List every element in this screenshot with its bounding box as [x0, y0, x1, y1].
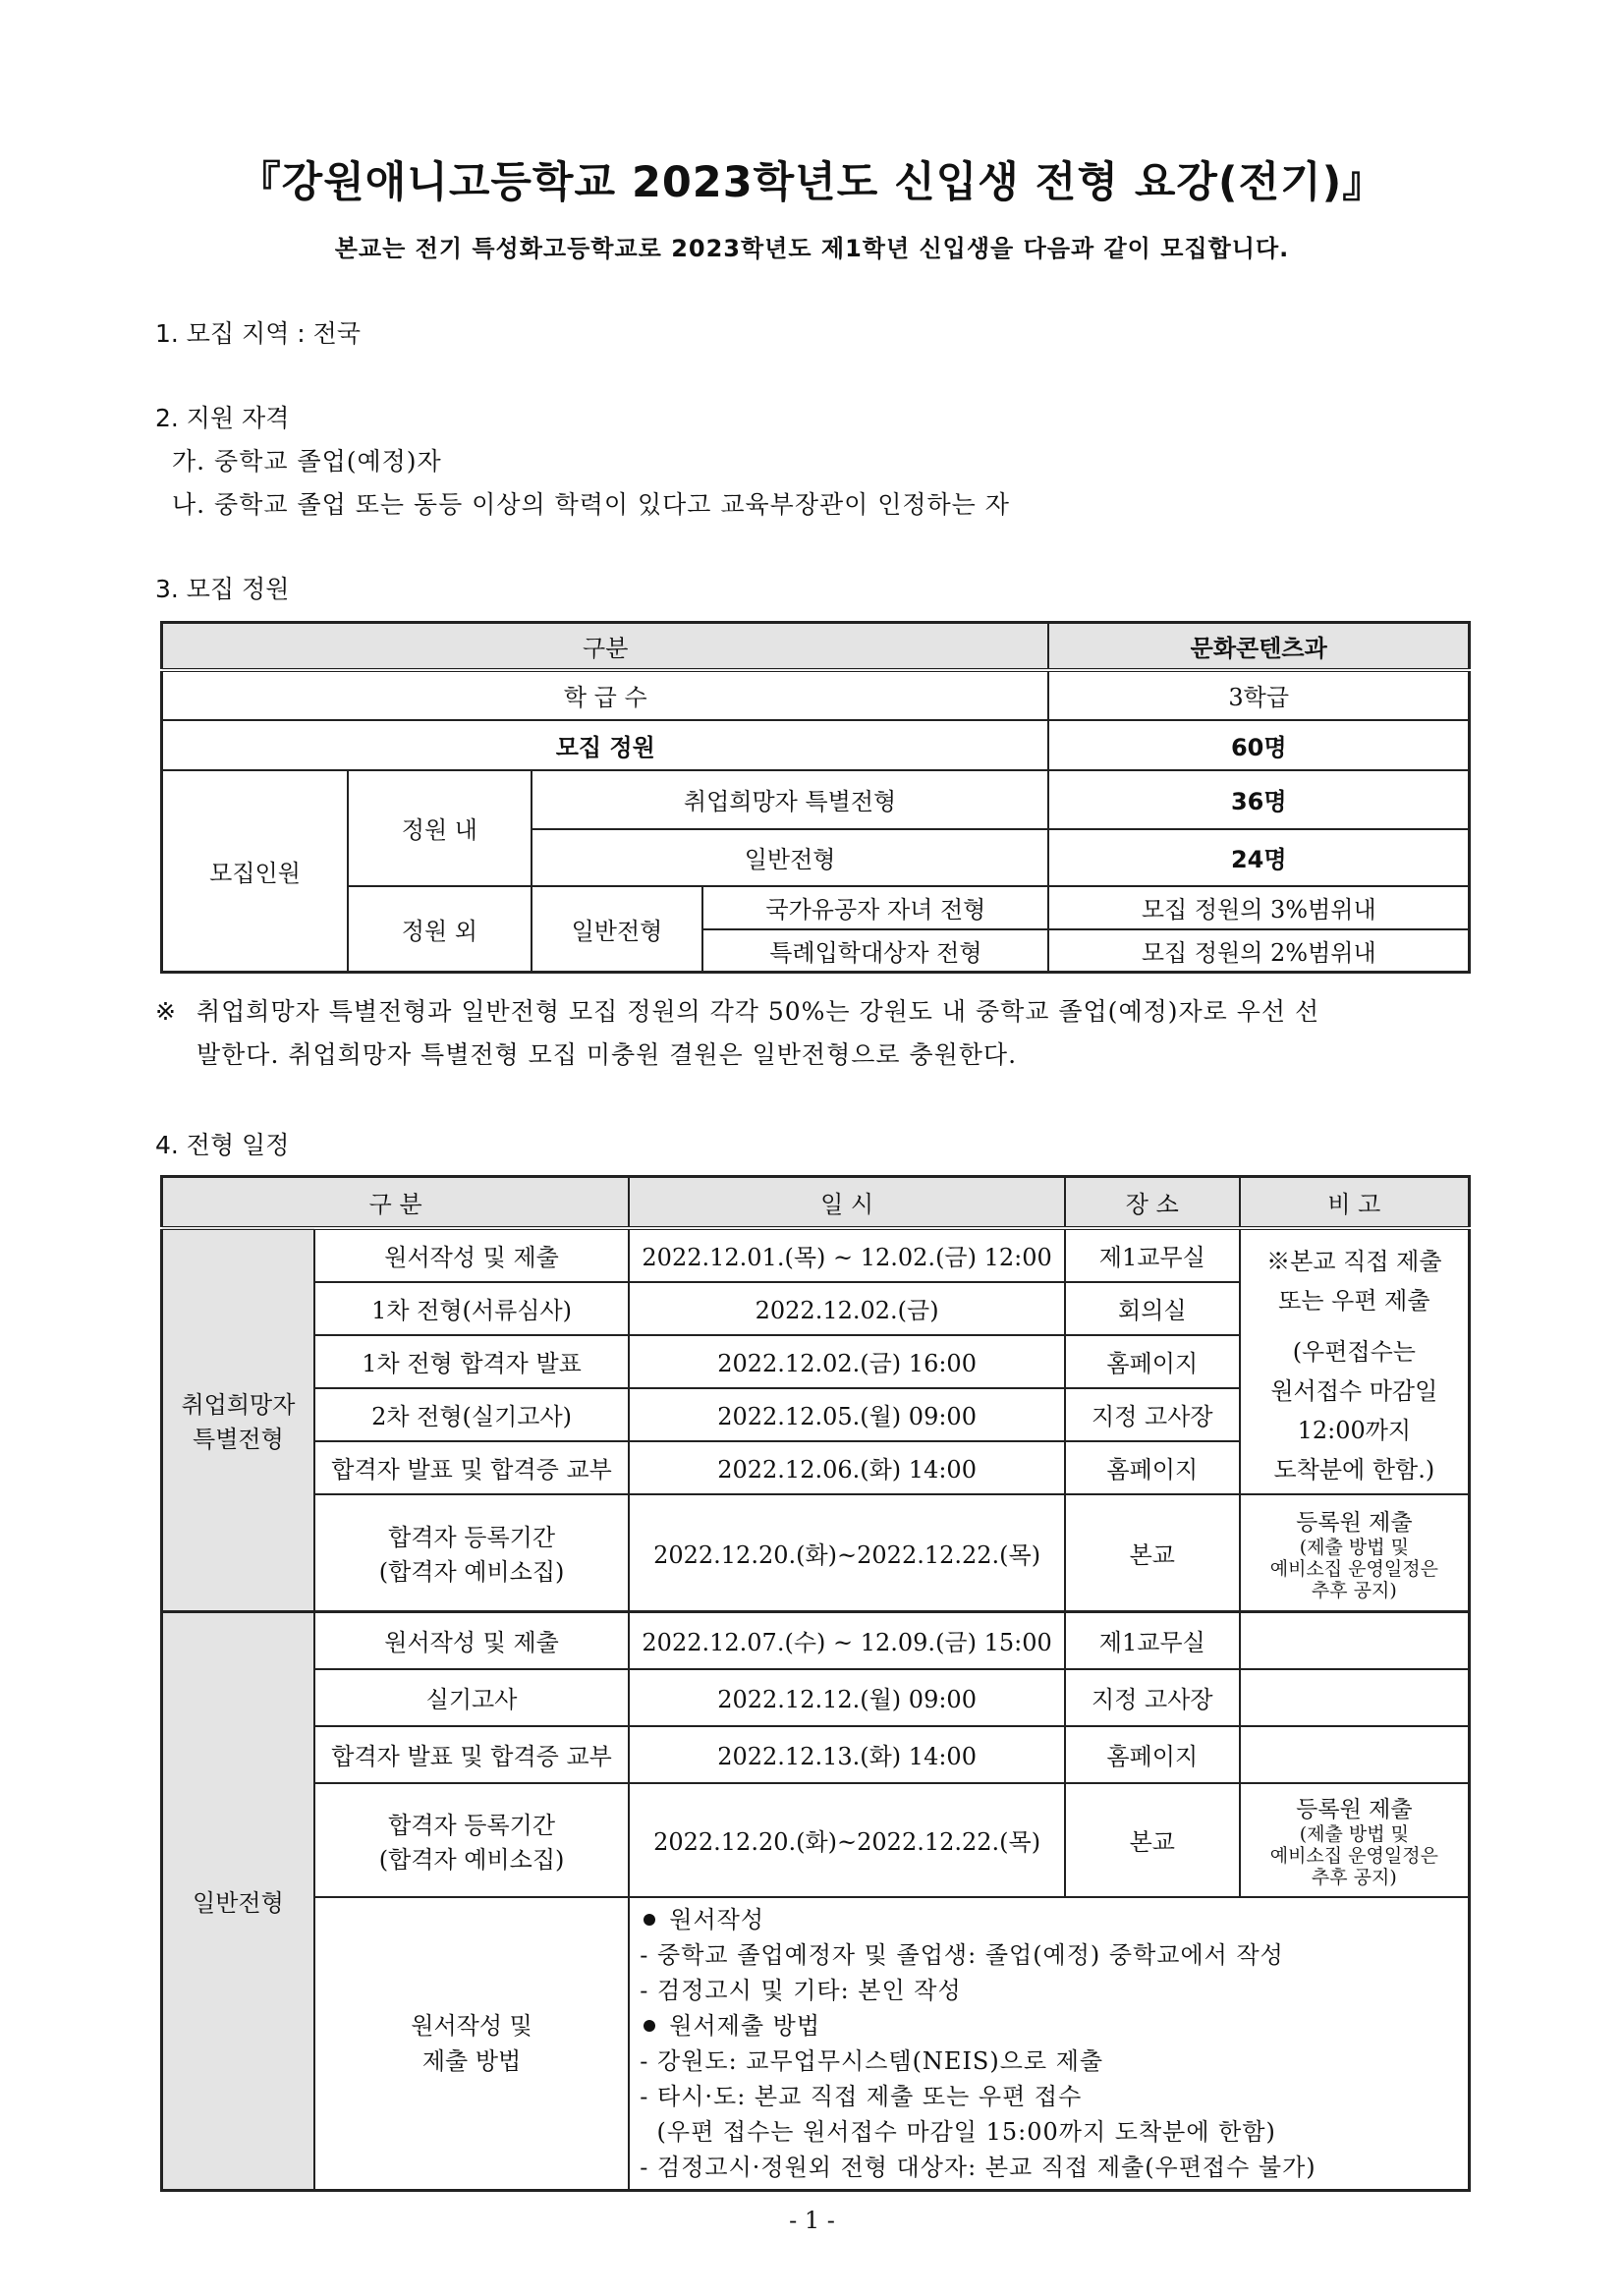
- bullet-icon: [644, 2020, 655, 2032]
- step-line-1: 합격자 등록기간: [388, 1811, 556, 1839]
- method-label-line-1: 원서작성 및: [411, 2011, 532, 2040]
- eligibility-item: 나. 중학교 졸업 또는 동등 이상의 학력이 있다고 교육부장관이 인정하는 자: [172, 490, 1010, 519]
- eligibility-item: 가. 중학교 졸업(예정)자: [172, 447, 442, 476]
- quota-header-category: 구분: [162, 623, 1049, 670]
- method-line: (우편 접수는 원서접수 마감일 15:00까지 도착분에 한함): [640, 2117, 1276, 2146]
- remark-b-line-4: 도착분에 한함.): [1273, 1455, 1435, 1484]
- group-special-label-2: 특별전형: [193, 1426, 284, 1454]
- section-4-heading: 4. 전형 일정: [155, 1131, 290, 1159]
- schedule-date: 2022.12.02.(금) 16:00: [629, 1335, 1065, 1388]
- method-line: - 중학교 졸업예정자 및 졸업생: 졸업(예정) 중학교에서 작성: [640, 1940, 1284, 1969]
- schedule-date: 2022.12.01.(목) ~ 12.02.(금) 12:00: [629, 1228, 1065, 1282]
- remark-c-line-2: (제출 방법 및: [1299, 1823, 1409, 1845]
- quota-note: [155, 990, 1472, 1077]
- quota-outside-general-label: 일반전형: [532, 886, 703, 973]
- remark-b-line-1: (우편접수는: [1292, 1337, 1416, 1366]
- schedule-date: 2022.12.06.(화) 14:00: [629, 1441, 1065, 1494]
- schedule-header-date: 일 시: [629, 1177, 1065, 1228]
- schedule-step: 합격자 발표 및 합격증 교부: [314, 1441, 629, 1494]
- remark-b-line-3: 12:00까지: [1297, 1416, 1412, 1444]
- section-2-heading: 2. 지원 자격: [155, 404, 290, 432]
- remark-c-line-4: 추후 공지): [1311, 1579, 1397, 1601]
- page-number: - 1 -: [789, 2207, 835, 2234]
- remark-c-line-3: 예비소집 운영일정은: [1269, 1845, 1438, 1867]
- schedule-step: 1차 전형 합격자 발표: [314, 1335, 629, 1388]
- section-1-heading: 1. 모집 지역: [155, 319, 290, 348]
- quota-special-value: 36명: [1048, 770, 1469, 829]
- method-line: 원서작성: [640, 1902, 1458, 1937]
- remark-c-line-1: 등록원 제출: [1296, 1797, 1413, 1822]
- schedule-place: 본교: [1065, 1494, 1240, 1612]
- quota-veterans-label: 국가유공자 자녀 전형: [702, 886, 1048, 929]
- schedule-place: 홈페이지: [1065, 1726, 1240, 1783]
- section-1-value: : 전국: [289, 319, 361, 348]
- schedule-header-remarks: 비 고: [1240, 1177, 1470, 1228]
- schedule-date: 2022.12.12.(월) 09:00: [629, 1669, 1065, 1726]
- quota-general-value: 24명: [1048, 829, 1469, 886]
- quota-total-value: 60명: [1048, 720, 1469, 770]
- quota-outside-label: 정원 외: [348, 886, 532, 973]
- quota-within-label: 정원 내: [348, 770, 532, 886]
- schedule-remark-empty: [1240, 1612, 1470, 1669]
- step-line-2: (합격자 예비소집): [378, 1558, 565, 1587]
- remark-c-line-4: 추후 공지): [1311, 1867, 1397, 1888]
- method-line: - 검정고시 및 기타: 본인 작성: [640, 1976, 962, 2004]
- schedule-group-special: [162, 1228, 314, 1612]
- schedule-remark-submission: [1240, 1228, 1470, 1494]
- schedule-step: 1차 전형(서류심사): [314, 1282, 629, 1335]
- schedule-method-details: [629, 1897, 1469, 2191]
- schedule-step: 원서작성 및 제출: [314, 1228, 629, 1282]
- method-line: - 강원도: 교무업무시스템(NEIS)으로 제출: [640, 2046, 1104, 2075]
- remark-c-line-1: 등록원 제출: [1296, 1509, 1413, 1536]
- schedule-method-label: [314, 1897, 629, 2191]
- schedule-date: 2022.12.02.(금): [629, 1282, 1065, 1335]
- remark-c-line-3: 예비소집 운영일정은: [1269, 1557, 1438, 1580]
- method-label-line-2: 제출 방법: [421, 2046, 522, 2075]
- schedule-step: 원서작성 및 제출: [314, 1612, 629, 1669]
- remark-a-line-2: 또는 우편 제출: [1278, 1286, 1430, 1315]
- quota-total-label: 모집 정원: [162, 720, 1049, 770]
- section-1: [155, 314, 361, 350]
- schedule-header-category: 구 분: [162, 1177, 630, 1228]
- remark-c-line-2: (제출 방법 및: [1299, 1536, 1409, 1558]
- note-mark: ※: [155, 997, 177, 1026]
- schedule-remark-registration: [1240, 1783, 1470, 1897]
- note-line-2: 발한다. 취업희망자 특별전형 모집 미충원 결원은 일반전형으로 충원한다.: [196, 1040, 1018, 1069]
- page-subtitle: 본교는 전기 특성화고등학교로 2023학년도 제1학년 신입생을 다음과 같이 모집합니다.: [334, 235, 1290, 262]
- method-line: 원서제출 방법: [640, 2008, 1458, 2044]
- schedule-table: [160, 1175, 1471, 2192]
- schedule-date: 2022.12.13.(화) 14:00: [629, 1726, 1065, 1783]
- quota-special-ed-value: 모집 정원의 2%범위내: [1048, 929, 1469, 973]
- schedule-place: 회의실: [1065, 1282, 1240, 1335]
- schedule-step: 합격자 발표 및 합격증 교부: [314, 1726, 629, 1783]
- schedule-date: 2022.12.07.(수) ~ 12.09.(금) 15:00: [629, 1612, 1065, 1669]
- quota-table: [160, 621, 1471, 974]
- schedule-step: 2차 전형(실기고사): [314, 1388, 629, 1441]
- schedule-header-place: 장 소: [1065, 1177, 1240, 1228]
- schedule-remark-empty: [1240, 1726, 1470, 1783]
- quota-general-label: 일반전형: [532, 829, 1049, 886]
- schedule-place: 본교: [1065, 1783, 1240, 1897]
- group-special-label-1: 취업희망자: [181, 1391, 296, 1420]
- schedule-date: 2022.12.20.(화)~2022.12.22.(목): [629, 1494, 1065, 1612]
- section-3-heading: 3. 모집 정원: [155, 575, 290, 603]
- schedule-step: [314, 1494, 629, 1612]
- step-line-1: 합격자 등록기간: [388, 1524, 556, 1552]
- bullet-icon: [644, 1914, 655, 1926]
- schedule-group-general: 일반전형: [162, 1612, 314, 2191]
- method-line: - 타시·도: 본교 직접 제출 또는 우편 접수: [640, 2082, 1083, 2110]
- quota-veterans-value: 모집 정원의 3%범위내: [1048, 886, 1469, 929]
- schedule-remark-registration: [1240, 1494, 1470, 1612]
- schedule-place: 제1교무실: [1065, 1228, 1240, 1282]
- schedule-remark-empty: [1240, 1669, 1470, 1726]
- schedule-place: 지정 고사장: [1065, 1669, 1240, 1726]
- schedule-step: [314, 1783, 629, 1897]
- remark-b-line-2: 원서접수 마감일: [1270, 1376, 1438, 1405]
- schedule-place: 제1교무실: [1065, 1612, 1240, 1669]
- schedule-step: 실기고사: [314, 1669, 629, 1726]
- quota-classes-value: 3학급: [1048, 670, 1469, 720]
- schedule-place: 홈페이지: [1065, 1441, 1240, 1494]
- schedule-date: 2022.12.05.(월) 09:00: [629, 1388, 1065, 1441]
- quota-header-dept: 문화콘텐츠과: [1048, 623, 1469, 670]
- method-line: - 검정고시·정원외 전형 대상자: 본교 직접 제출(우편접수 불가): [640, 2153, 1316, 2181]
- remark-a-line-1: ※본교 직접 제출: [1266, 1247, 1442, 1275]
- note-line-1: 취업희망자 특별전형과 일반전형 모집 정원의 각각 50%는 강원도 내 중학교 졸업(예정)자로 우선 선: [196, 997, 1320, 1026]
- page-title: 『강원애니고등학교 2023학년도 신입생 전형 요강(전기)』: [238, 158, 1386, 207]
- quota-recruit-label: 모집인원: [162, 770, 349, 973]
- step-line-2: (합격자 예비소집): [378, 1845, 565, 1874]
- schedule-date: 2022.12.20.(화)~2022.12.22.(목): [629, 1783, 1065, 1897]
- schedule-place: 홈페이지: [1065, 1335, 1240, 1388]
- schedule-place: 지정 고사장: [1065, 1388, 1240, 1441]
- quota-special-ed-label: 특례입학대상자 전형: [702, 929, 1048, 973]
- quota-special-label: 취업희망자 특별전형: [532, 770, 1049, 829]
- quota-classes-label: 학 급 수: [162, 670, 1049, 720]
